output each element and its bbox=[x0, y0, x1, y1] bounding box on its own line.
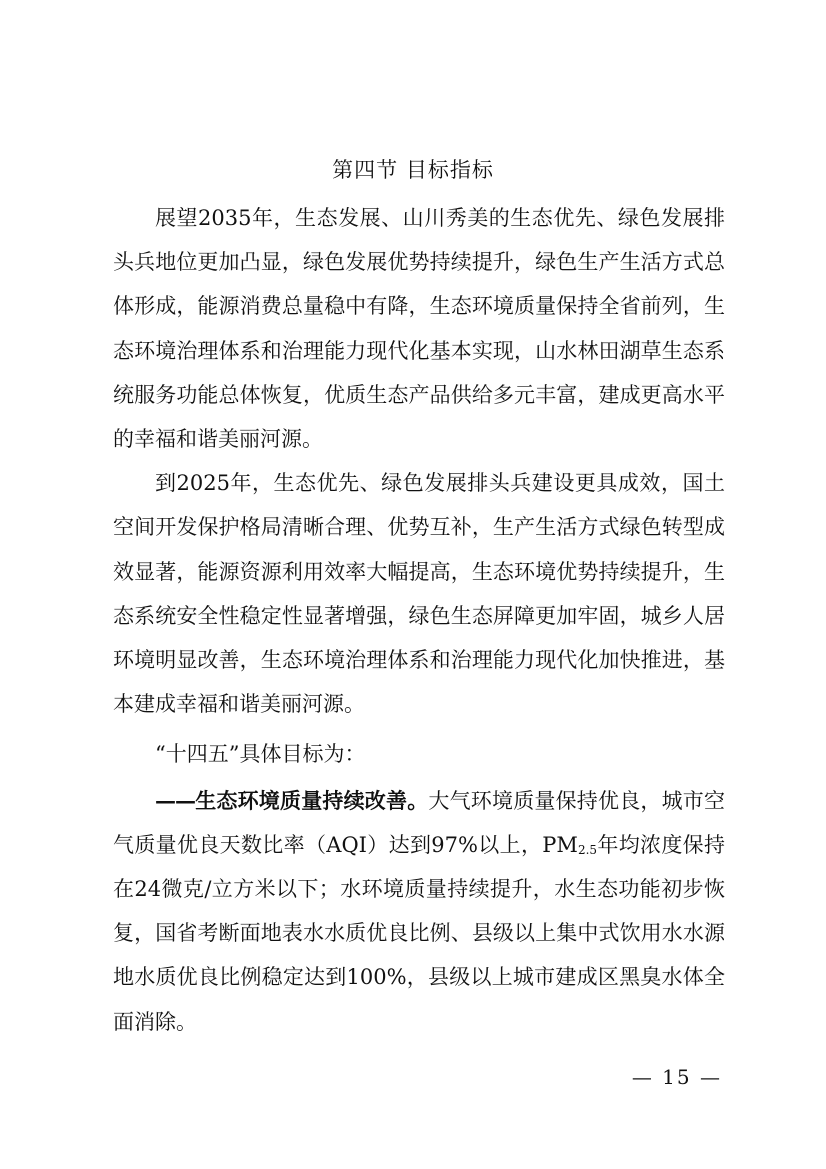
pm-subscript: 2.5 bbox=[577, 842, 598, 857]
paragraph-plan-intro: “十四五”具体目标为： bbox=[155, 742, 366, 767]
quality-text-part-1: 大气环境质量保持优良，城市空气质量优良天数比率（AQI）达到97%以上，PM bbox=[113, 788, 726, 857]
quality-text-part-2: 年均浓度保持在24微克/立方米以下；水环境质量持续提升，水生态功能初步恢复，国省考断面地表水水质优良比例、县级以上集中式饮用水水源地水质优良比例稳定达到100%，县级以上城市建成区黑臭水体全面消除。 bbox=[113, 832, 726, 1034]
quality-lead-heading: 生态环境质量持续改善。 bbox=[195, 787, 429, 813]
paragraph-vision-2035: 展望2035年，生态发展、山川秀美的生态优先、绿色发展排头兵地位更加凸显，绿色发展优势持续提升，绿色生产生活方式总体形成，能源消费总量稳中有降，生态环境质量保持全省前列，生态环境治理体系和治理能力现代化基本实现，山水林田湖草生态系统服务功能总体恢复，优质生态产品供给多元丰富，建成更高水平的幸福和谐美丽河源。 bbox=[113, 206, 725, 452]
section-title: 第四节 目标指标 bbox=[332, 158, 494, 182]
paragraph-quality-goal bbox=[113, 779, 725, 1044]
paragraph-goal-2025: 到2025年，生态优先、绿色发展排头兵建设更具成效，国土空间开发保护格局清晰合理、优势互补，生产生活方式绿色转型成效显著，能源资源利用效率大幅提高，生态环境优势持续提升，生态系统安全性稳定性显著增强，绿色生态屏障更加牢固，城乡人居环境明显改善，生态环境治理体系和治理能力现代化加快推进，基本建成幸福和谐美丽河源。 bbox=[113, 471, 725, 717]
body-text bbox=[113, 196, 725, 1044]
page-number: — 15 — bbox=[631, 1065, 722, 1089]
quality-lead-dash: —— bbox=[155, 787, 195, 813]
